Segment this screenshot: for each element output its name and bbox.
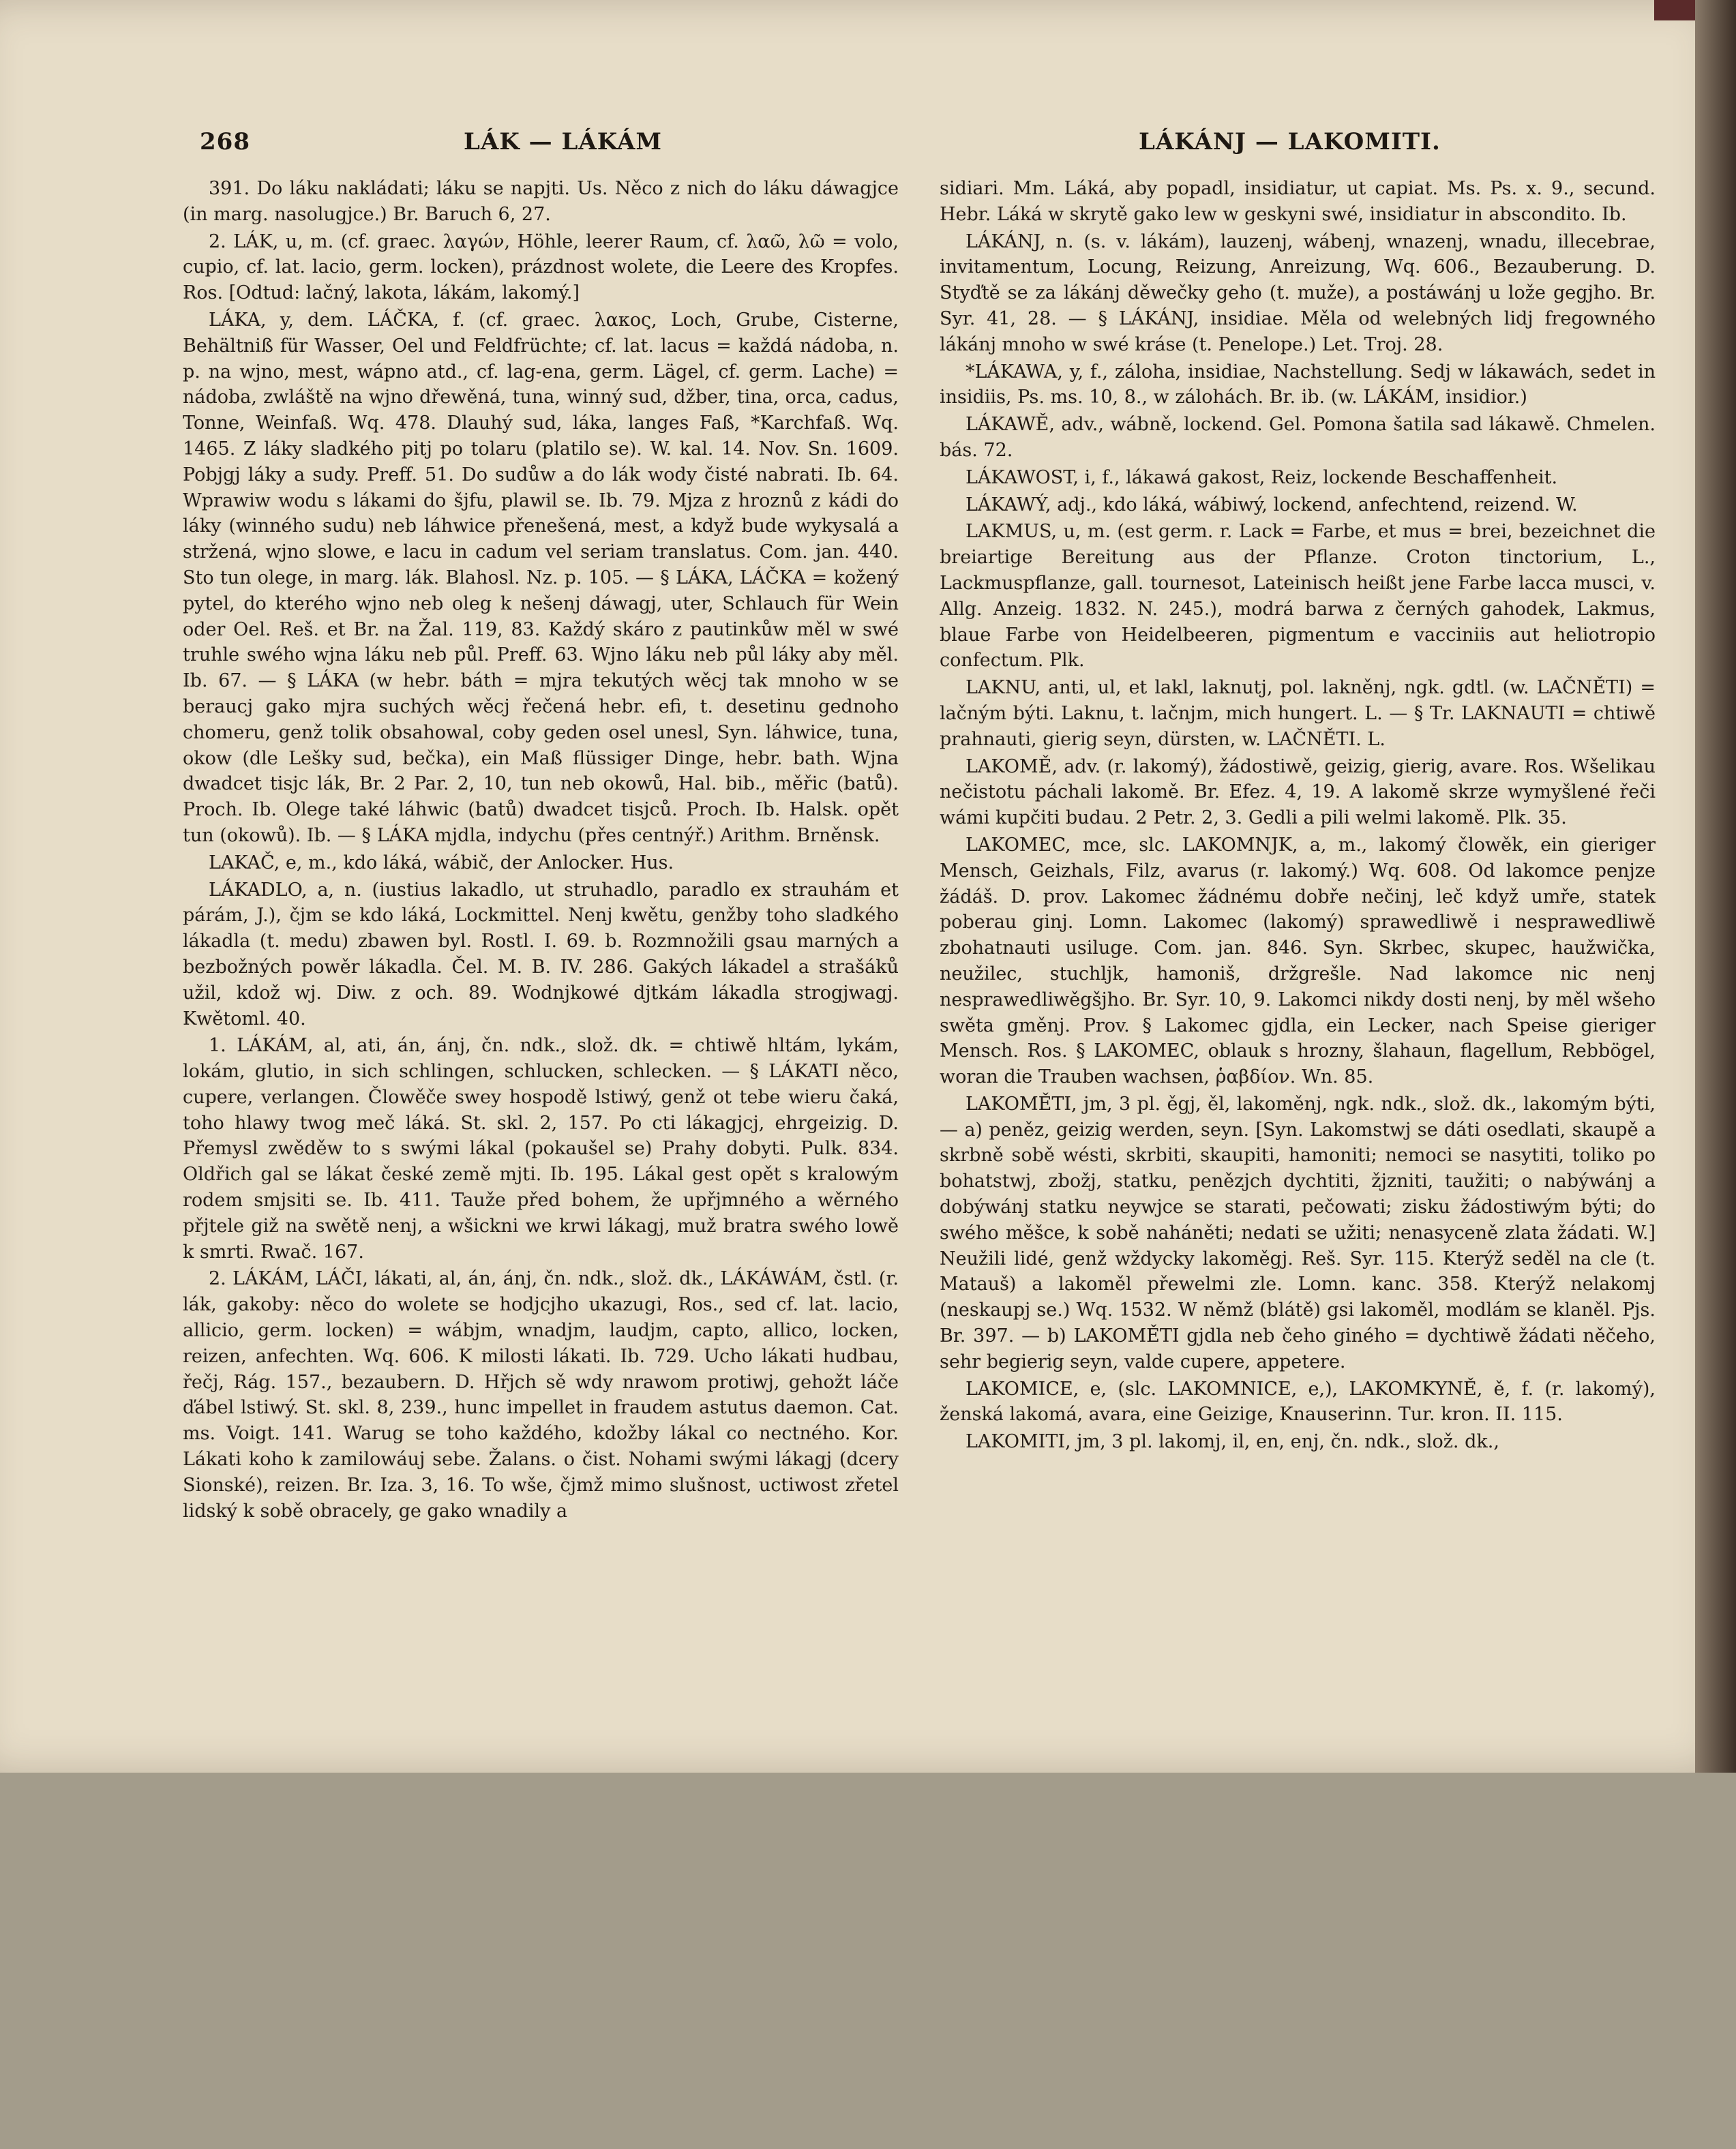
dictionary-entry: LÁKAWOST, i, f., lákawá gakost, Reiz, lockende Beschaffenheit.: [966, 466, 1558, 488]
dictionary-entry: LÁKA, y, dem. LÁČKA, f. (cf. graec. λακος, Loch, Grube, Cisterne, Behältniß für Wasser, Oel und Feldfrüchte; cf. lat. lacus = každá nádoba, n. p. na wjno, mest, wápno atd., cf. lag-ena, germ. Lägel, cf. germ. Lache) = nádoba, zwláště na wjno dřewěná, tuna, winný sud, džber, tina, orca, cadus, Tonne, Weinfaß. Wq. 478. Dlauhý sud, láka, langes Faß, *Karchfaß. Wq. 1465. Z láky sladkého pitj po tolaru (platilo se). W. kal. 14. Nov. Sn. 1609. Pobjgj láky a sudy. Preff. 51. Do sudůw a do lák wody čisté nabrati. Ib. 64. Wprawiw wodu s lákami do šjfu, plawil se. Ib. 79. Mjza z hroznů z kádi do láky (winného sudu) neb láhwice přenešená, mest, a když bude wykysalá a stržená, wjno slowe, e lacu in cadum vel seriam translatus. Com. jan. 440. Sto tun olege, in marg. lák. Blahosl. Nz. p. 105. — § LÁKA, LÁČKA = kožený pytel, do kterého wjno neb oleg k nešenj dáwagj, uter, Schlauch für Wein oder Oel. Reš. et Br. na Žal. 119, 83. Každý skáro z pautinkůw měl w swé truhle swého wjna láku neb půl. Preff. 63. Wjno láku neb půl láky aby měl. Ib. 67. — § LÁKA (w hebr. báth = mjra tekutých wěcj tak mnoho w se beraucj gako mjra suchých wěcj řečená hebr. efi, t. desetinu gednoho chomeru, genž tolik obsahowal, coby geden osel unesl, Syn. láhwice, tuna, okow (dle Lešky sud, bečka), ein Maß flüssiger Dinge, hebr. bath. Wjna dwadcet tisjc lák, Br. 2 Par. 2, 10, tun neb okowů, Hal. bib., měřic (batů). Proch. Ib. Olege také láhwic (batů) dwadcet tisjců. Proch. Ib. Halsk. opět tun (okowů). Ib. — § LÁKA mjdla, indychu (přes centnýř.) Arithm. Brněnsk.: [183, 309, 899, 846]
dictionary-entry: 2. LÁKÁM, LÁČI, lákati, al, án, ánj, čn. ndk., slož. dk., LÁKÁWÁM, čstl. (r. lák, gakoby: něco do wolete se hodjcjho ukazugi, Ros., sed cf. lat. lacio, allicio, germ. locken) = wábjm, wnadjm, laudjm, capto, allico, locken, reizen, anfechten. Wq. 606. K milosti lákati. Ib. 729. Ucho lákati hudbau, řečj, Rág. 157., bezaubern. D. Hřjch sě wdy nrawom protiwj, gehožt láče ďábel lstiwý. St. skl. 8, 239., hunc impellet in fraudem astutus daemon. Cat. ms. Voigt. 141. Warug se toho každého, kdožby lákal co nectného. Kor. Lákati koho k zamilowáuj sebe. Žalans. o čist. Nohami swými lákagj (dcery Sionské), reizen. Br. Iza. 3, 16. To wše, čjmž mimo slušnost, uctiwost zřetel lidský k sobě obracely, ge gako wnadily a: [183, 1268, 899, 1522]
dictionary-entry: LAKOMĚTI, jm, 3 pl. ěgj, ěl, lakoměnj, ngk. ndk., slož. dk., lakomým býti, — a) peněz, geizig werden, seyn. [Syn. Lakomstwj se dáti osedlati, skaupě a skrbně sobě wésti, skrbiti, skaupiti, hamoniti; nemoci se nasytiti, toliko po bohatstwj, zbožj, statku, penězjch dychtiti, žjzniti, taužiti; o nabýwánj a dobýwánj statku neywjce se starati, pečowati; zisku žádostiwým býti; do swého měšce, k sobě naháněti; nedati se užiti; nenasyceně zlata žádati. W.] Neužili lidé, genž wždycky lakoměgj. Reš. Syr. 115. Kterýž seděl na cle (t. Matauš) a lakoměl přewelmi zle. Lomn. kanc. 358. Kterýž nelakomj (neskaupj se.) Wq. 1532. W němž (blátě) gsi lakoměl, modlám se klaněl. Pjs. Br. 397. — b) LAKOMĚTI gjdla neb čeho giného = dychtiwě žádati něčeho, sehr begierig seyn, valde cupere, appetere.: [940, 1093, 1656, 1372]
dictionary-entry: LÁKÁNJ, n. (s. v. lákám), lauzenj, wábenj, wnazenj, wnadu, illecebrae, invitamentum, Locung, Reizung, Anreizung, Wq. 606., Bezauberung. D. Styďtě se za lákánj děwečky geho (t. muže), a postáwánj u lože gegjho. Br. Syr. 41, 28. — § LÁKÁNJ, insidiae. Měla od welebných lidj fregowného lákánj mnoho w swé kráse (t. Penelope.) Let. Troj. 28.: [940, 230, 1656, 355]
left-running-head: LÁK — LÁKÁM: [464, 128, 662, 155]
dictionary-entry: LAKNU, anti, ul, et lakl, laknutj, pol. lakněnj, ngk. gdtl. (w. LAČNĚTI) = lačným býti. Laknu, t. lačnjm, mich hungert. L. — § Tr. LAKNAUTI = chtiwě prahnauti, gierig seyn, dürsten, w. LAČNĚTI. L.: [940, 677, 1656, 750]
dictionary-entry: LAKOMICE, e, (slc. LAKOMNICE, e,), LAKOMKYNĚ, ě, f. (r. lakomý), ženská lakomá, avara, eine Geizige, Knauserinn. Tur. kron. II. 115.: [940, 1378, 1656, 1426]
corner-mark: [1654, 0, 1695, 20]
dictionary-entry: 2. LÁK, u, m. (cf. graec. λαγών, Höhle, leerer Raum, cf. λαῶ, λῶ = volo, cupio, cf. lat. lacio, germ. locken), prázdnost wolete, die Leere des Kropfes. Ros. [Odtud: lačný, lakota, lákám, lakomý.]: [183, 230, 899, 304]
book-spine-edge: [1695, 0, 1736, 1773]
dictionary-entry: *LÁKAWA, y, f., záloha, insidiae, Nachstellung. Sedj w lákawách, sedet in insidiis, Ps. ms. 10, 8., w zálohách. Br. ib. (w. LÁKÁM, insidior.): [940, 361, 1656, 408]
dictionary-entry: LAKOMEC, mce, slc. LAKOMNJK, a, m., lakomý člowěk, ein gieriger Mensch, Geizhals, Filz, avarus (r. lakomý.) Wq. 608. Od lakomce penjze žádáš. D. prov. Lakomec žádnému dobře nečinj, leč když umře, statek poberau ginj. Lomn. Lakomec (lakomý) sprawedliwě i nesprawedliwě zbohatnauti usiluge. Com. jan. 846. Syn. Skrbec, skupec, haužwička, neužilec, stuchljk, hamoniš, držgrešle. Nad lakomce nic nenj nesprawedliwěgšjho. Br. Syr. 10, 9. Lakomci nikdy dosti nenj, by měl wšeho swěta gměnj. Prov. § Lakomec gjdla, ein Lecker, nach Speise gieriger Mensch. Ros. § LAKOMEC, oblauk s hrozny, šlahaun, flagellum, Rebbögel, woran die Trauben wachsen, ῥαβδίον. Wn. 85.: [940, 834, 1656, 1088]
dictionary-entry: LAKAČ, e, m., kdo láká, wábič, der Anlocker. Hus.: [209, 852, 674, 873]
dictionary-entry: 1. LÁKÁM, al, ati, án, ánj, čn. ndk., slož. dk. = chtiwě hltám, lykám, lokám, glutio, in sich schlingen, schlucken, schlecken. — § LÁKATI něco, cupere, verlangen. Člowěče swey hospodě lstiwý, genž ot tebe wieru čaká, toho hlawy twog meč láká. St. skl. 2, 157. Po cti lákagjcj, ehrgeizig. D. Přemysl zwěděw to s swými lákal (pokaušel se) Prahy dobyti. Pulk. 834. Oldřich gal se lákat české země mjti. Ib. 195. Lákal gest opět s kralowým rodem smjsiti se. Ib. 411. Tauže před bohem, že upřjmného a wěrného přjtele giž na swětě nenj, a wšickni we krwi lákagj, muž bratra swého lowě k smrti. Rwač. 167.: [183, 1035, 899, 1263]
dictionary-entry: 391. Do láku nakládati; láku se napjti. Us. Něco z nich do láku dáwagjce (in marg. nasolugjce.) Br. Baruch 6, 27.: [183, 178, 899, 225]
dictionary-entry: LÁKAWÝ, adj., kdo láká, wábiwý, lockend, anfechtend, reizend. W.: [966, 494, 1578, 515]
dictionary-entry: sidiari. Mm. Láká, aby popadl, insidiatur, ut capiat. Ms. Ps. x. 9., secund. Hebr. Láká w skrytě gako lew w geskyni swé, insidiatur in abscondito. Ib.: [940, 178, 1656, 225]
dictionary-entry: LÁKADLO, a, n. (iustius lakadlo, ut struhadlo, paradlo ex strauhám et párám, J.), čjm se kdo láká, Lockmittel. Nenj kwětu, genžby toho sladkého lákadla (t. medu) zbawen byl. Rostl. I. 69. b. Rozmnožili gsau marných a bezbožných powěr lákadla. Čel. M. B. IV. 286. Gakých lákadel a strašáků užil, kdož wj. Diw. z och. 89. Wodnjkowé djtkám lákadla strogjwagj. Kwětoml. 40.: [183, 879, 899, 1030]
right-column: [940, 176, 1656, 1758]
dictionary-entry: LÁKAWĚ, adv., wábně, lockend. Gel. Pomona šatila sad lákawě. Chmelen. bás. 72.: [940, 414, 1656, 461]
left-column: [183, 176, 899, 1758]
scan-background: [0, 1773, 1736, 2149]
dictionary-entry: LAKOMITI, jm, 3 pl. lakomj, il, en, enj, čn. ndk., slož. dk.,: [966, 1431, 1499, 1453]
right-running-head: LÁKÁNJ — LAKOMITI.: [1139, 128, 1441, 155]
dictionary-entry: LAKMUS, u, m. (est germ. r. Lack = Farbe, et mus = brei, bezeichnet die breiartige Bereitung aus der Pflanze. Croton tinctorium, L., Lackmuspflanze, gall. tournesot, Lateinisch heißt jene Farbe lacca musci, v. Allg. Anzeig. 1832. N. 245.), modrá barwa z černých gahodek, Lakmus, blaue Farbe von Heidelbeeren, pigmentum e vacciniis aut heliotropio confectum. Plk.: [940, 521, 1656, 672]
page-number: 268: [200, 128, 250, 155]
dictionary-entry: LAKOMĚ, adv. (r. lakomý), žádostiwě, geizig, gierig, avare. Ros. Wšelikau nečistotu páchali lakomě. Br. Efez. 4, 19. A lakomě skrze wymyšlené řeči wámi kupčiti budau. 2 Petr. 2, 3. Gedli a pili welmi lakomě. Plk. 35.: [940, 755, 1656, 829]
